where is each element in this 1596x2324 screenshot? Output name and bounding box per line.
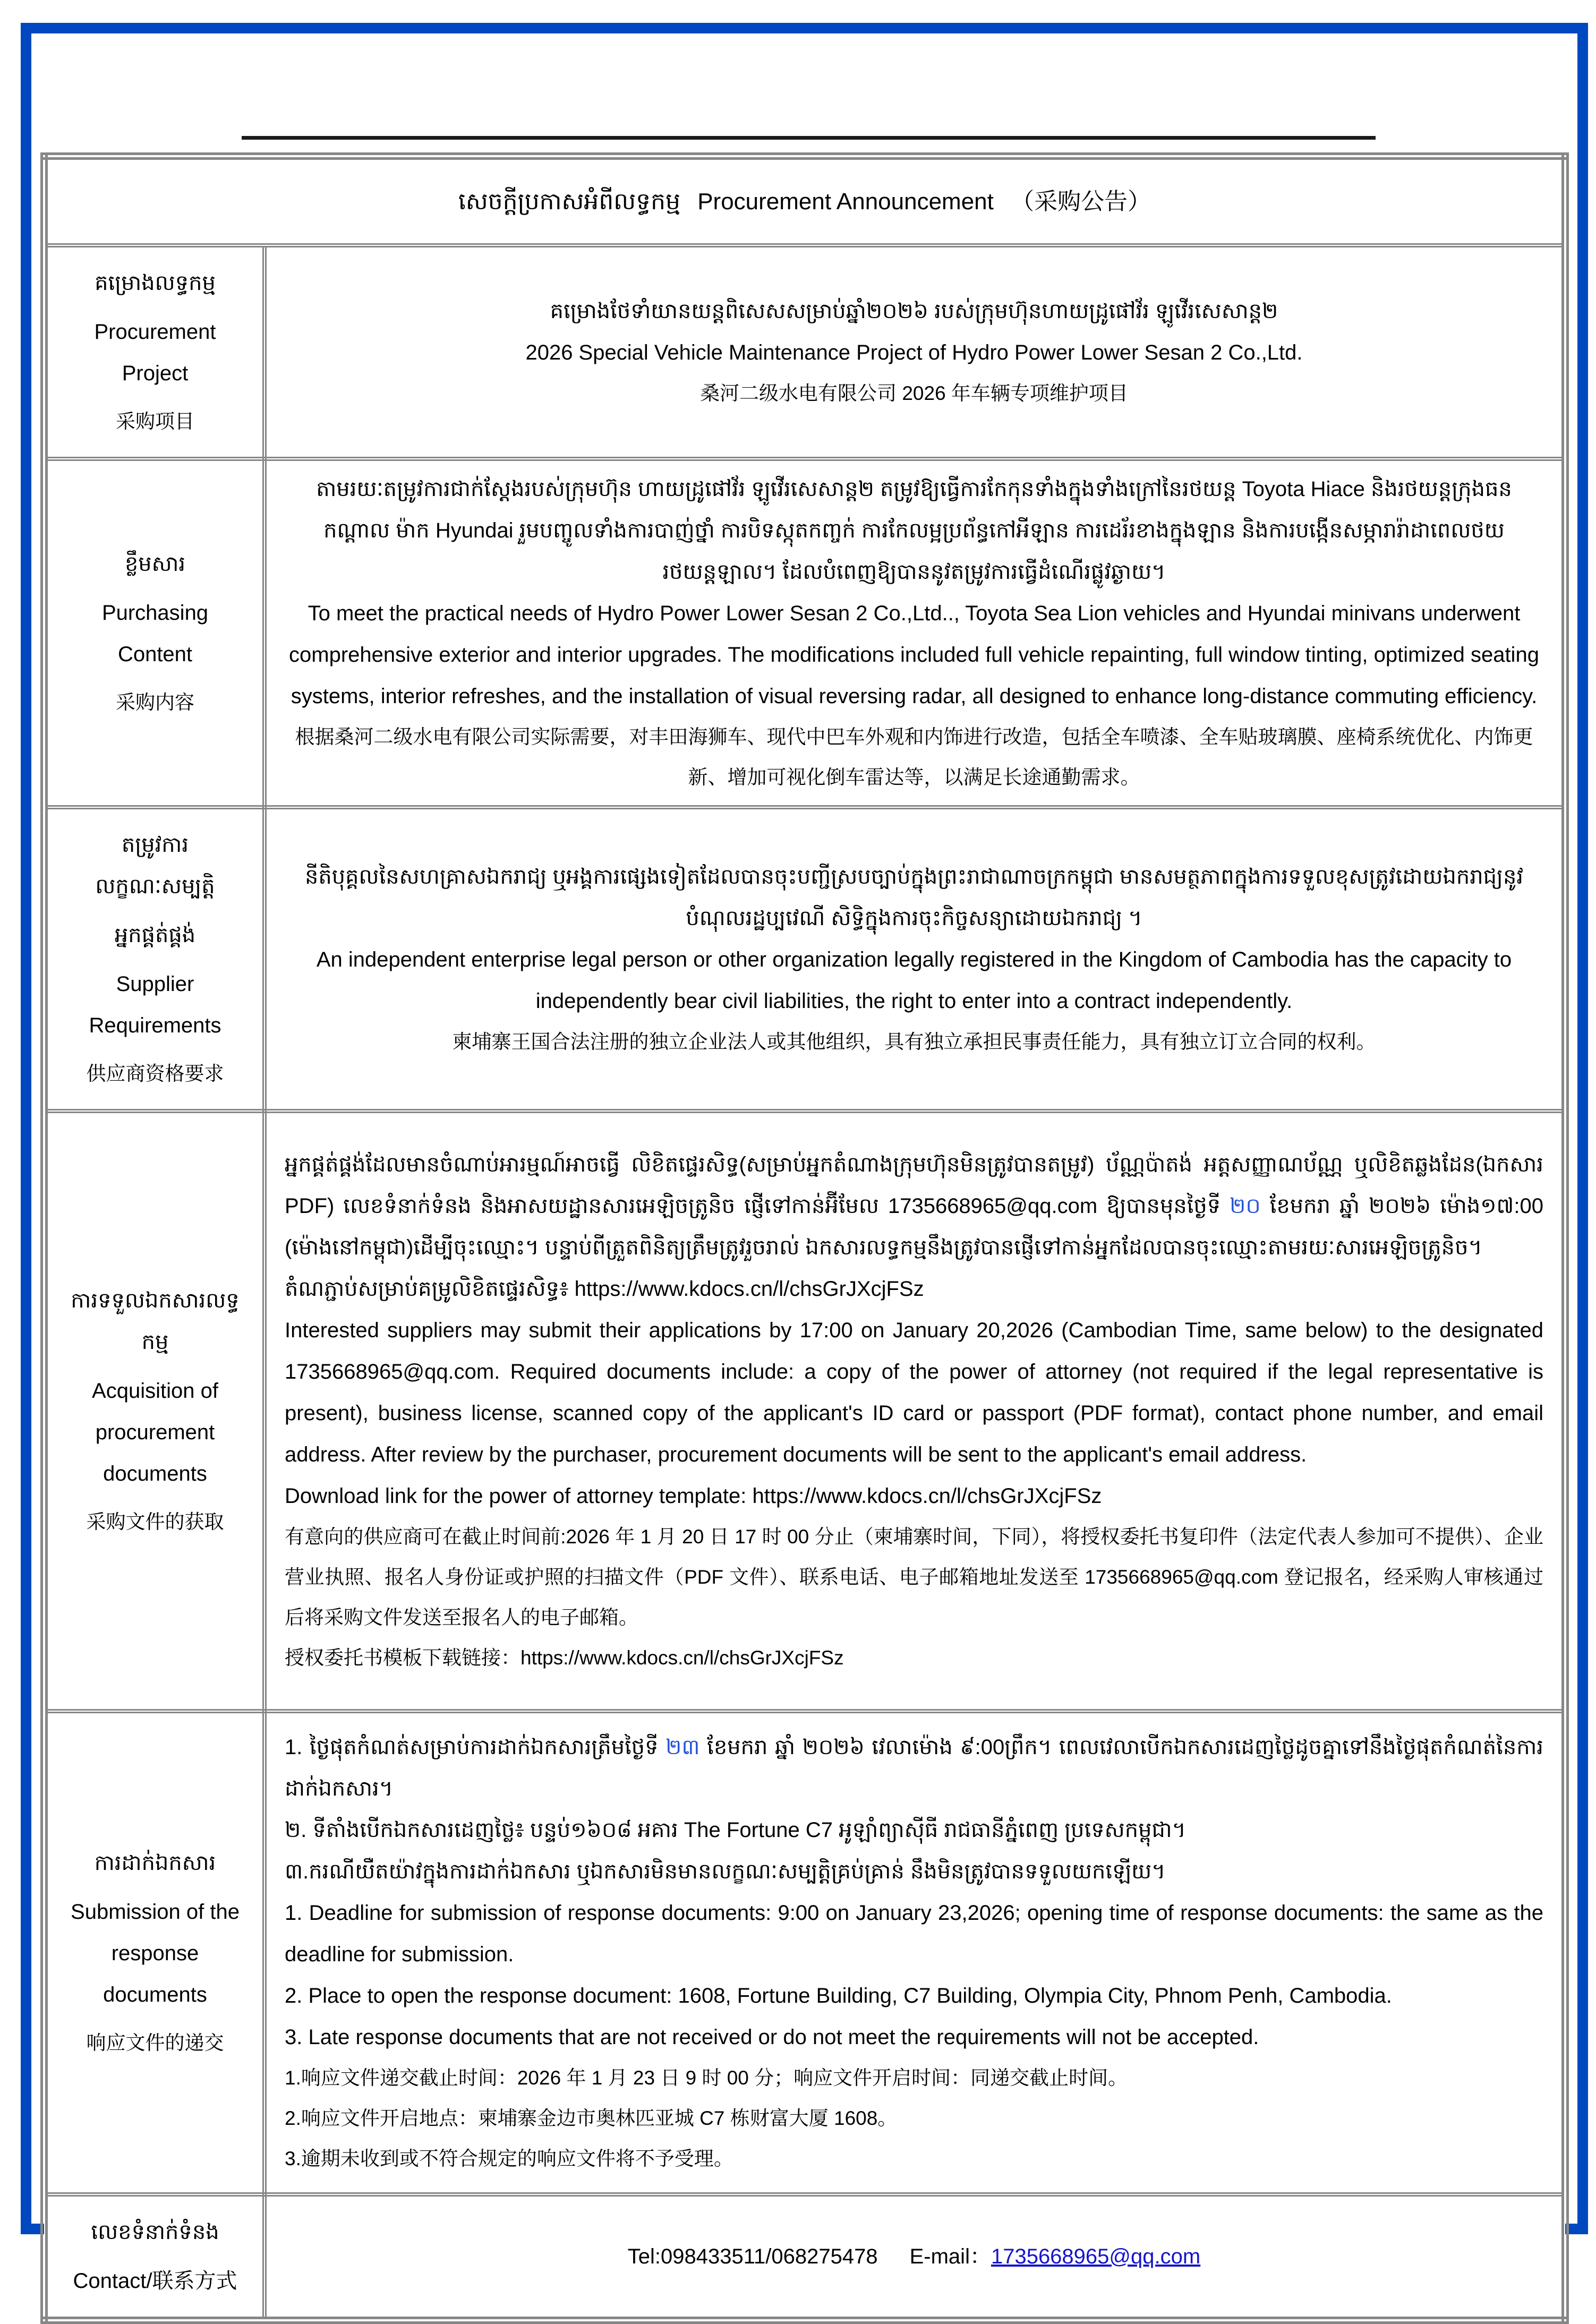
cell-submission — [264, 1711, 1565, 2194]
label-english: Purchasing Content — [101, 601, 209, 666]
label-chinese: 响应文件的递交 — [86, 2032, 224, 2054]
acquisition-khmer-template-link: តំណភ្ជាប់សម្រាប់គម្រូលិខិតផ្ទេរសិទ្ធ៖ https://www.kdocs.cn/l/chsGrJXcjFSz — [285, 1277, 924, 1301]
label-khmer: ការដាក់ឯកសារ — [94, 1851, 216, 1875]
submission-chinese-item1: 1.响应文件递交截止时间：2026 年 1 月 23 日 9 时 00 分；响应文件开启时间：同递交截止时间。 — [285, 2067, 1128, 2089]
table-title — [44, 156, 1565, 245]
supplier-requirements-chinese: 柬埔寨王国合法注册的独立企业法人或其他组织，具有独立承担民事责任能力，具有独立订立合同的权利。 — [452, 1031, 1376, 1053]
label-english: Supplier Requirements — [89, 972, 221, 1037]
label-khmer: ខ្លឹមសារ — [124, 552, 186, 576]
label-khmer-line1: តម្រូវការលក្ខណៈសម្បត្តិ — [95, 833, 215, 898]
cell-acquisition — [264, 1111, 1565, 1711]
label-chinese: 供应商资格要求 — [86, 1063, 224, 1084]
contact-email-link[interactable]: 1735668965@qq.com — [991, 2245, 1201, 2268]
submission-khmer-deadline-day: ២៣ — [665, 1736, 700, 1759]
label-english: Procurement Project — [94, 320, 216, 385]
acquisition-khmer — [285, 1144, 1543, 1268]
label-khmer: លេខទំនាក់ទំនង — [91, 2220, 219, 2244]
project-name-chinese: 桑河二级水电有限公司 2026 年车辆专项维护项目 — [700, 382, 1128, 404]
contact-line — [285, 2236, 1543, 2277]
submission-english-item3: 3. Late response documents that are not received or do not meet the requirements will not be accepted. — [285, 2026, 1259, 2049]
acquisition-khmer-part1: អ្នកផ្គត់ផ្គង់ដែលមានចំណាប់អារម្មណ៍អាចធ្វើ លិខិតផ្ទេរសិទ្ធ(សម្រាប់អ្នកតំណាងក្រុមហ៊ុនមិនត្រូវបានតម្រូវ) ប័ណ្ណប៉ាតង់ អត្តសញ្ញាណប័ណ្ណ ឬលិខិតឆ្លងដែន(ឯកសារ PDF) លេខទំនាក់ទំនង និងអាសយដ្ឋានសារអេឡិចត្រូនិច ផ្ញើទៅកាន់អ៊ីមែល 1735668965@qq.com ឱ្យបានមុនថ្ងៃទី — [285, 1153, 1543, 1218]
contact-email-label: E-mail： — [909, 2245, 991, 2268]
submission-khmer-item3: ៣.ករណីយឺតយ៉ាវក្នុងការដាក់ឯកសារ ឬឯកសារមិនមានលក្ខណៈសម្បត្តិគ្រប់គ្រាន់ នឹងមិនត្រូវបានទទួលយកឡើយ។ — [285, 1860, 1166, 1883]
title-khmer: សេចក្តីប្រកាសអំពីលទ្ធកម្ម — [458, 189, 680, 215]
submission-khmer-item1-part2: ខែមករា ឆ្នាំ ២០២៦ វេលាម៉ោង ៩:00ព្រឹក។ ពេលវេលាបើកឯកសារដេញថ្លៃដូចគ្នាទៅនឹងថ្ងៃផុតកំណត់នៃការដាក់ឯកសារ។ — [285, 1736, 1543, 1800]
row-label-supplier-requirements — [44, 807, 264, 1111]
cell-supplier-requirements — [264, 807, 1565, 1111]
row-label-acquisition — [44, 1111, 264, 1711]
label-chinese: 采购项目 — [116, 411, 194, 432]
submission-chinese-item3: 3.逾期未收到或不符合规定的响应文件将不予受理。 — [285, 2148, 733, 2169]
submission-chinese-item2: 2.响应文件开启地点：柬埔寨金边市奥林匹亚城 C7 栋财富大厦 1608。 — [285, 2107, 898, 2129]
label-khmer-line2: អ្នកផ្គត់ផ្គង់ — [114, 924, 196, 947]
label-chinese: 采购内容 — [116, 691, 194, 713]
contact-phone: Tel:098433511/068275478 — [627, 2245, 878, 2268]
label-chinese: 采购文件的获取 — [86, 1511, 224, 1533]
procurement-table — [40, 152, 1569, 2324]
cell-purchasing-content — [264, 459, 1565, 807]
title-chinese: （采购公告） — [1011, 189, 1151, 215]
submission-english-item2: 2. Place to open the response document: 1608, Fortune Building, C7 Building, Olympia City, Phnom Penh, Cambodia. — [285, 1984, 1392, 2007]
submission-khmer-item1-part1: 1. ថ្ងៃផុតកំណត់សម្រាប់ការដាក់ឯកសារត្រឹមថ្ងៃទី — [285, 1736, 666, 1759]
label-english: Acquisition of procurement documents — [92, 1379, 218, 1485]
acquisition-khmer-part2: ខែមករា ឆ្នាំ ២០២៦ ម៉ោង១៧:00 (ម៉ោងនៅកម្ពុជា)ដើម្បីចុះឈ្មោះ។ បន្ទាប់ពីត្រួតពិនិត្យត្រឹមត្រូវរួចរាល់ ឯកសារលទ្ធកម្មនឹងត្រូវបានផ្ញើទៅកាន់អ្នកដែលបានចុះឈ្មោះតាមរយៈសារអេឡិចត្រូនិច។ — [285, 1194, 1543, 1259]
purchasing-content-english: To meet the practical needs of Hydro Power Lower Sesan 2 Co.,Ltd.., Toyota Sea Lion vehicles and Hyundai minivans underwent comprehensive exterior and interior upgrades. The modifications included full vehicle repainting, full window tinting, optimized seating systems, interior refreshes, and the installation of visual reversing radar, all designed to enhance long-distance commuting efficiency. — [289, 602, 1539, 708]
label-khmer: ការទទួលឯកសារលទ្ធកម្ម — [71, 1289, 240, 1354]
project-name-khmer: គម្រោងថែទាំយានយន្តពិសេសសម្រាប់ឆ្នាំ២០២៦ របស់ក្រុមហ៊ុនហាយដ្រូផៅវ័រ ឡូវើរសេសាន្ត២ — [550, 300, 1278, 323]
title-english: Procurement Announcement — [697, 189, 994, 215]
letterhead-rule — [242, 136, 1376, 140]
purchasing-content-khmer: តាមរយៈតម្រូវការជាក់ស្តែងរបស់ក្រុមហ៊ុន ហាយដ្រូផៅវ័រ ឡូវើរសេសាន្ត២ តម្រូវឱ្យធ្វើការកែកុនទាំងក្នុងទាំងក្រៅនៃរថយន្ត Toyota Hiace និងរថយន្តក្រុងធនកណ្តាល ម៉ាក Hyundai រួមបញ្ចូលទាំងការបាញ់ថ្នាំ ការបិទស្កុតកញ្ចក់ ការកែលម្អប្រព័ន្ធកៅអីឡាន ការដេរ័រខាងក្នុងឡាន និងការបង្កើនសម្ភារារ៉ាដាពេលថយរថយន្តឡាល។ ដែលបំពេញឱ្យបាននូវតម្រូវការធ្វើដំណើរផ្លូវឆ្ងាយ។ — [316, 477, 1512, 584]
supplier-requirements-khmer: នីតិបុគ្គលនៃសហគ្រាសឯករាជ្យ ឬអង្គការផ្សេងទៀតដែលបានចុះបញ្ជីស្របច្បាប់ក្នុងព្រះរាជាណាចក្រកម្ពុជា មានសមត្ថភាពក្នុងការទទួលខុសត្រូវដោយឯករាជ្យនូវបំណុលរដ្ឋប្បវេណី សិទ្ធិក្នុងការចុះកិច្ចសន្យាដោយឯករាជ្យ ។ — [304, 865, 1524, 930]
label-khmer: គម្រោងលទ្ធកម្ម — [95, 271, 216, 295]
cell-procurement-project — [264, 245, 1565, 459]
row-label-contact — [44, 2194, 264, 2320]
submission-khmer-item2: ២. ទីតាំងបើកឯកសារដេញថ្លៃ៖ បន្ទប់១៦០៨ អគារ The Fortune C7 អូឡាំព្យាស៊ីធី រាជធានីភ្នំពេញ ប្រទេសកម្ពុជា។ — [285, 1818, 1186, 1842]
supplier-requirements-english: An independent enterprise legal person or other organization legally registered in the Kingdom of Cambodia has the capacity to independently bear civil liabilities, the right to enter into a contract independently. — [316, 948, 1512, 1013]
purchasing-content-chinese: 根据桑河二级水电有限公司实际需要，对丰田海狮车、现代中巴车外观和内饰进行改造，包括全车喷漆、全车贴玻璃膜、座椅系统优化、内饰更新、增加可视化倒车雷达等，以满足长途通勤需求。 — [295, 726, 1533, 788]
acquisition-chinese: 有意向的供应商可在截止时间前:2026 年 1 月 20 日 17 时 00 分止（柬埔寨时间，下同），将授权委托书复印件（法定代表人参加可不提供）、企业营业执照、报名人身份证或护照的扫描文件（PDF 文件）、联系电话、电子邮箱地址发送至 1735668965@qq.com 登记报名，经采购人审核通过后将采购文件发送至报名人的电子邮箱。 — [285, 1526, 1543, 1628]
label-english-chinese: Contact/联系方式 — [73, 2269, 237, 2293]
acquisition-english: Interested suppliers may submit their applications by 17:00 on January 20,2026 (Cambodian Time, same below) to the designated 1735668965@qq.com. Required documents include: a copy of the power of attorney (not required if the legal representative is present), business license, scanned copy of the applicant's ID card or passport (PDF format), contact phone number, and email address. After review by the purchaser, procurement documents will be sent to the applicant's email address. — [285, 1319, 1543, 1466]
row-label-submission — [44, 1711, 264, 2194]
row-label-purchasing-content — [44, 459, 264, 807]
label-english: Submission of the response documents — [71, 1900, 240, 2006]
cell-contact — [264, 2194, 1565, 2320]
acquisition-khmer-deadline-day: ២០ — [1230, 1194, 1261, 1218]
project-name-english: 2026 Special Vehicle Maintenance Project of Hydro Power Lower Sesan 2 Co.,Ltd. — [525, 341, 1303, 364]
submission-english-item1: 1. Deadline for submission of response documents: 9:00 on January 23,2026; opening time of response documents: the same as the deadline for submission. — [285, 1901, 1543, 1966]
acquisition-english-template-link: Download link for the power of attorney template: https://www.kdocs.cn/l/chsGrJXcjFSz — [285, 1484, 1102, 1508]
submission-khmer-item1 — [285, 1727, 1543, 1809]
acquisition-chinese-template-link: 授权委托书模板下载链接：https://www.kdocs.cn/l/chsGrJXcjFSz — [285, 1647, 844, 1669]
row-label-procurement-project — [44, 245, 264, 459]
